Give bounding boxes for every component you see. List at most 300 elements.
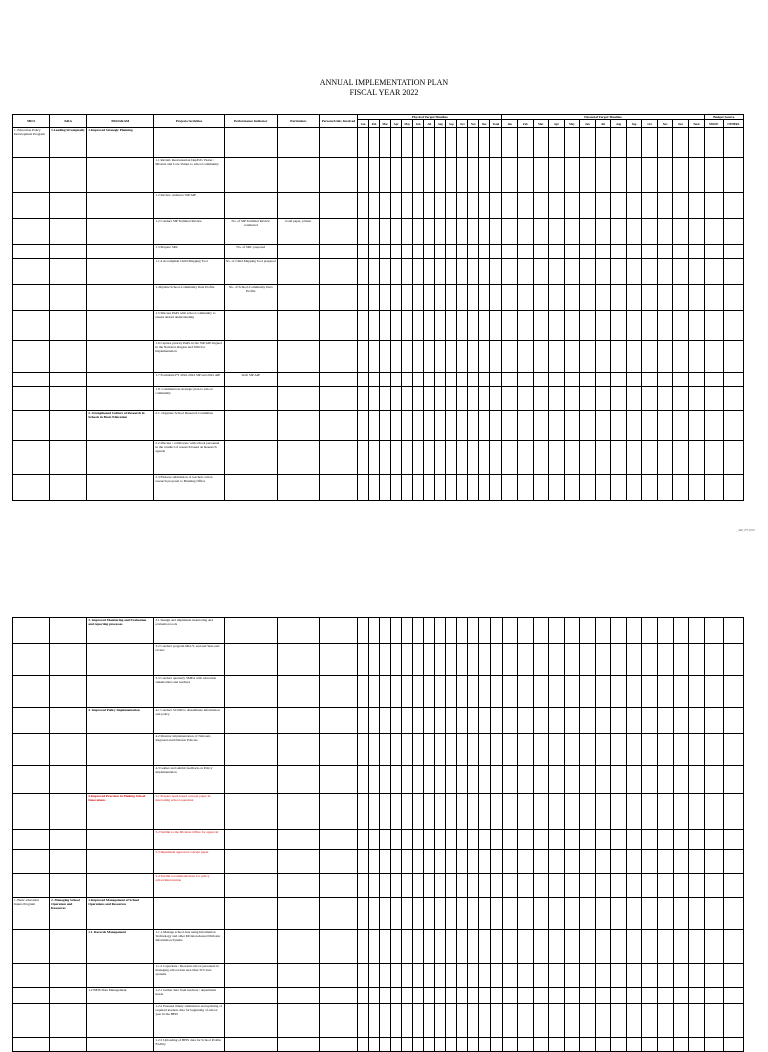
target-cell — [369, 850, 380, 874]
target-cell — [358, 387, 369, 411]
particulars-cell — [277, 708, 319, 734]
target-cell — [424, 930, 435, 964]
target-cell — [626, 830, 642, 850]
target-cell — [626, 1038, 642, 1052]
target-cell — [402, 830, 413, 850]
target-cell — [611, 387, 627, 411]
target-cell — [502, 475, 518, 501]
target-cell — [457, 193, 468, 219]
activity-cell: 2.1. Organize School Research Committee — [154, 411, 224, 441]
target-cell — [533, 285, 549, 311]
target-cell — [518, 794, 534, 830]
target-cell — [391, 676, 402, 708]
target-cell — [479, 734, 490, 766]
target-cell — [704, 734, 723, 766]
target-cell — [369, 1004, 380, 1038]
target-cell — [689, 874, 705, 898]
target-cell — [358, 1038, 369, 1052]
target-cell — [490, 794, 502, 830]
target-cell — [611, 618, 627, 644]
indicator-cell — [224, 158, 277, 193]
kra-cell — [50, 158, 87, 193]
target-cell — [595, 734, 611, 766]
target-cell — [369, 734, 380, 766]
particulars-cell — [277, 734, 319, 766]
target-cell — [533, 441, 549, 475]
target-cell — [549, 988, 565, 1004]
mfo-cell — [13, 618, 50, 644]
activity-cell: 5.4 Submit recommendations for policy action/intervention — [154, 874, 224, 898]
target-cell — [358, 411, 369, 441]
document-subtitle: FISCAL YEAR 2022 — [349, 88, 419, 97]
target-cell — [689, 964, 705, 988]
target-cell — [611, 874, 627, 898]
target-cell — [689, 441, 705, 475]
target-cell — [391, 245, 402, 259]
physical-month-11: Dec — [479, 120, 490, 128]
physical-month-10: Nov — [468, 120, 479, 128]
mfo-cell — [13, 411, 50, 441]
financial-month-0: Jan — [502, 120, 518, 128]
target-cell — [704, 411, 723, 441]
target-cell — [549, 794, 565, 830]
table-row — [13, 1038, 744, 1052]
indicator-cell — [224, 128, 277, 158]
target-cell — [490, 874, 502, 898]
target-cell — [518, 219, 534, 245]
target-cell — [457, 411, 468, 441]
target-cell — [549, 128, 565, 158]
target-cell — [380, 794, 391, 830]
physical-month-2: Mar — [380, 120, 391, 128]
target-cell — [704, 1038, 723, 1052]
target-cell — [611, 708, 627, 734]
table-row — [13, 193, 744, 219]
target-cell — [479, 850, 490, 874]
target-cell — [642, 193, 658, 219]
target-cell — [402, 387, 413, 411]
activity-cell: 1.2 Review /enhance SIP/AIP — [154, 193, 224, 219]
kra-cell — [50, 285, 87, 311]
target-cell — [642, 1038, 658, 1052]
target-cell — [549, 341, 565, 373]
target-cell — [468, 988, 479, 1004]
target-cell — [673, 259, 689, 285]
target-cell — [369, 475, 380, 501]
target-cell — [564, 734, 580, 766]
table-row — [13, 830, 744, 850]
target-cell — [490, 387, 502, 411]
table-row — [13, 644, 744, 676]
target-cell — [424, 411, 435, 441]
target-cell — [689, 644, 705, 676]
target-cell — [468, 930, 479, 964]
target-cell — [435, 874, 446, 898]
target-cell — [611, 411, 627, 441]
target-cell — [435, 441, 446, 475]
target-cell — [391, 1038, 402, 1052]
table-row — [13, 850, 744, 874]
target-cell — [413, 794, 424, 830]
target-cell — [642, 128, 658, 158]
target-cell — [358, 158, 369, 193]
target-cell — [642, 964, 658, 988]
activity-cell: 5.3 Implement approved concept paper — [154, 850, 224, 874]
target-cell — [611, 158, 627, 193]
target-cell — [479, 387, 490, 411]
target-cell — [502, 387, 518, 411]
particulars-cell — [277, 618, 319, 644]
persons-cell — [319, 441, 357, 475]
target-cell — [564, 245, 580, 259]
target-cell — [518, 158, 534, 193]
target-cell — [457, 341, 468, 373]
target-cell — [580, 850, 596, 874]
target-cell — [435, 285, 446, 311]
target-cell — [369, 618, 380, 644]
target-cell — [435, 341, 446, 373]
mfo-cell — [13, 441, 50, 475]
target-cell — [380, 988, 391, 1004]
target-cell — [502, 988, 518, 1004]
target-cell — [673, 311, 689, 341]
target-cell — [502, 341, 518, 373]
target-cell — [446, 708, 457, 734]
target-cell — [358, 1004, 369, 1038]
target-cell — [402, 676, 413, 708]
target-cell — [358, 475, 369, 501]
target-cell — [673, 830, 689, 850]
particulars-cell — [277, 387, 319, 411]
program-cell: 4. Improved Policy Implementation — [87, 708, 154, 734]
target-cell — [457, 475, 468, 501]
target-cell — [704, 193, 723, 219]
target-cell — [595, 311, 611, 341]
target-cell — [369, 387, 380, 411]
target-cell — [611, 475, 627, 501]
target-cell — [369, 794, 380, 830]
financial-month-6: Jul — [595, 120, 611, 128]
target-cell — [380, 676, 391, 708]
target-cell — [657, 259, 673, 285]
table-row — [13, 618, 744, 644]
program-cell: 2. Strengthened Culture of Research in Schools in Basic Education — [87, 411, 154, 441]
activity-cell: 1.2.3 Uploading of BEIS data for School Profile Facility — [154, 1038, 224, 1052]
target-cell — [468, 475, 479, 501]
particulars-cell — [277, 411, 319, 441]
target-cell — [490, 766, 502, 794]
target-cell — [518, 898, 534, 930]
target-cell — [642, 734, 658, 766]
target-cell — [380, 158, 391, 193]
target-cell — [369, 373, 380, 387]
target-cell — [468, 850, 479, 874]
target-cell — [413, 676, 424, 708]
target-cell — [723, 734, 743, 766]
target-cell — [723, 259, 743, 285]
persons-cell — [320, 708, 358, 734]
persons-cell — [320, 734, 358, 766]
target-cell — [413, 259, 424, 285]
target-cell — [490, 475, 502, 501]
activity-cell: 4.3 Gather and submit feedback on Policy implementation — [154, 766, 224, 794]
target-cell — [402, 219, 413, 245]
target-cell — [380, 898, 391, 930]
indicator-cell — [224, 311, 277, 341]
target-cell — [402, 794, 413, 830]
target-cell — [704, 644, 723, 676]
target-cell — [689, 766, 705, 794]
particulars-cell — [277, 766, 319, 794]
target-cell — [490, 964, 502, 988]
target-cell — [446, 1038, 457, 1052]
target-cell — [658, 794, 674, 830]
mfo-cell — [13, 475, 50, 501]
target-cell — [380, 341, 391, 373]
target-cell — [490, 311, 502, 341]
target-cell — [424, 219, 435, 245]
target-cell — [402, 734, 413, 766]
aip-table-page1 — [12, 114, 744, 501]
target-cell — [518, 341, 534, 373]
target-cell — [369, 964, 380, 988]
target-cell — [391, 766, 402, 794]
target-cell — [457, 219, 468, 245]
target-cell — [704, 830, 723, 850]
kra-cell — [50, 988, 87, 1004]
target-cell — [358, 988, 369, 1004]
target-cell — [549, 874, 565, 898]
target-cell — [391, 988, 402, 1004]
target-cell — [657, 411, 673, 441]
target-cell — [358, 245, 369, 259]
target-cell — [533, 850, 549, 874]
target-cell — [479, 128, 490, 158]
target-cell — [626, 930, 642, 964]
target-cell — [704, 850, 723, 874]
target-cell — [723, 341, 743, 373]
target-cell — [380, 874, 391, 898]
target-cell — [490, 441, 502, 475]
target-cell — [611, 676, 627, 708]
target-cell — [391, 850, 402, 874]
mfo-cell — [13, 311, 50, 341]
target-cell — [580, 830, 596, 850]
activity-cell: 1.1.2 Capacitate / Reorient school personnel in managing school data and other ICT data systems — [154, 964, 224, 988]
target-cell — [446, 259, 457, 285]
target-cell — [413, 618, 424, 644]
target-cell — [502, 618, 518, 644]
target-cell — [424, 676, 435, 708]
target-cell — [580, 794, 596, 830]
target-cell — [490, 259, 502, 285]
target-cell — [391, 341, 402, 373]
target-cell — [533, 708, 549, 734]
target-cell — [369, 874, 380, 898]
target-cell — [446, 1004, 457, 1038]
target-cell — [502, 128, 518, 158]
target-cell — [533, 1004, 549, 1038]
target-cell — [413, 734, 424, 766]
target-cell — [626, 259, 642, 285]
target-cell — [626, 708, 642, 734]
target-cell — [424, 850, 435, 874]
target-cell — [595, 158, 611, 193]
target-cell — [704, 387, 723, 411]
target-cell — [564, 930, 580, 964]
persons-cell — [319, 128, 357, 158]
particulars-cell — [277, 341, 319, 373]
target-cell — [533, 373, 549, 387]
target-cell — [564, 373, 580, 387]
target-cell — [518, 1004, 534, 1038]
target-cell — [358, 259, 369, 285]
target-cell — [413, 988, 424, 1004]
target-cell — [580, 387, 596, 411]
target-cell — [457, 874, 468, 898]
target-cell — [479, 311, 490, 341]
target-cell — [564, 475, 580, 501]
mfo-cell — [13, 734, 50, 766]
kra-cell — [50, 1038, 87, 1052]
kra-cell: 1.Leading Strategically — [50, 128, 87, 158]
target-cell — [642, 411, 658, 441]
table-row — [13, 708, 744, 734]
persons-cell — [319, 285, 357, 311]
indicator-cell: No. of SRC prepared — [224, 245, 277, 259]
target-cell — [457, 618, 468, 644]
target-cell — [502, 441, 518, 475]
target-cell — [642, 341, 658, 373]
target-cell — [380, 373, 391, 387]
target-cell — [595, 794, 611, 830]
target-cell — [502, 219, 518, 245]
program-cell — [87, 219, 154, 245]
col-physical-target: Physical Target/Timeline — [358, 115, 502, 120]
target-cell — [549, 930, 565, 964]
target-cell — [642, 387, 658, 411]
target-cell — [479, 1004, 490, 1038]
activity-cell: 1.7 Formulate FY 2022-2024 SIP and 2022 AIP — [154, 373, 224, 387]
target-cell — [468, 618, 479, 644]
target-cell — [642, 644, 658, 676]
indicator-cell — [224, 411, 277, 441]
indicator-cell — [224, 441, 277, 475]
target-cell — [391, 874, 402, 898]
target-cell — [402, 193, 413, 219]
target-cell — [723, 475, 743, 501]
target-cell — [723, 850, 743, 874]
target-cell — [502, 158, 518, 193]
target-cell — [435, 1038, 446, 1052]
table-row — [13, 128, 744, 158]
activity-cell: 4.2 Monitor implementation of National, Regional and Division Policies — [154, 734, 224, 766]
target-cell — [642, 373, 658, 387]
target-cell — [595, 193, 611, 219]
physical-month-12: Total — [490, 120, 502, 128]
mfo-cell — [13, 708, 50, 734]
target-cell — [413, 193, 424, 219]
target-cell — [490, 618, 502, 644]
target-cell — [580, 158, 596, 193]
target-cell — [446, 964, 457, 988]
table-row — [13, 245, 744, 259]
target-cell — [402, 475, 413, 501]
target-cell — [564, 618, 580, 644]
indicator-cell — [224, 193, 277, 219]
target-cell — [479, 708, 490, 734]
target-cell — [457, 441, 468, 475]
target-cell — [595, 964, 611, 988]
target-cell — [564, 311, 580, 341]
target-cell — [723, 898, 743, 930]
mfo-cell — [13, 259, 50, 285]
target-cell — [642, 766, 658, 794]
persons-cell — [320, 618, 358, 644]
target-cell — [689, 373, 705, 387]
target-cell — [704, 898, 723, 930]
persons-cell — [320, 644, 358, 676]
mfo-cell — [13, 874, 50, 898]
kra-cell — [50, 618, 87, 644]
particulars-cell — [277, 441, 319, 475]
col-financial-target: Financial Target/Timeline — [502, 115, 704, 120]
target-cell — [673, 128, 689, 158]
target-cell — [564, 988, 580, 1004]
target-cell — [580, 618, 596, 644]
target-cell — [642, 219, 658, 245]
program-cell: 1.Improved Management of School Operations and Resources — [87, 898, 154, 930]
target-cell — [564, 259, 580, 285]
target-cell — [673, 618, 689, 644]
target-cell — [468, 341, 479, 373]
indicator-cell — [224, 734, 277, 766]
particulars-cell — [277, 794, 319, 830]
document-title: ANNUAL IMPLEMENTATION PLAN — [319, 78, 449, 87]
program-cell — [87, 341, 154, 373]
target-cell — [642, 158, 658, 193]
particulars-cell — [277, 193, 319, 219]
target-cell — [446, 193, 457, 219]
financial-month-8: Sep — [626, 120, 642, 128]
target-cell — [580, 1004, 596, 1038]
target-cell — [642, 898, 658, 930]
kra-cell — [50, 245, 87, 259]
target-cell — [658, 874, 674, 898]
target-cell — [413, 219, 424, 245]
target-cell — [424, 830, 435, 850]
target-cell — [413, 441, 424, 475]
target-cell — [402, 898, 413, 930]
program-cell — [87, 734, 154, 766]
target-cell — [704, 930, 723, 964]
target-cell — [479, 193, 490, 219]
target-cell — [468, 259, 479, 285]
target-cell — [518, 245, 534, 259]
target-cell — [391, 373, 402, 387]
target-cell — [673, 475, 689, 501]
target-cell — [549, 193, 565, 219]
target-cell — [435, 387, 446, 411]
physical-month-4: May — [402, 120, 413, 128]
target-cell — [704, 1004, 723, 1038]
target-cell — [580, 311, 596, 341]
target-cell — [502, 285, 518, 311]
indicator-cell — [224, 618, 277, 644]
target-cell — [468, 193, 479, 219]
target-cell — [658, 618, 674, 644]
target-cell — [490, 988, 502, 1004]
